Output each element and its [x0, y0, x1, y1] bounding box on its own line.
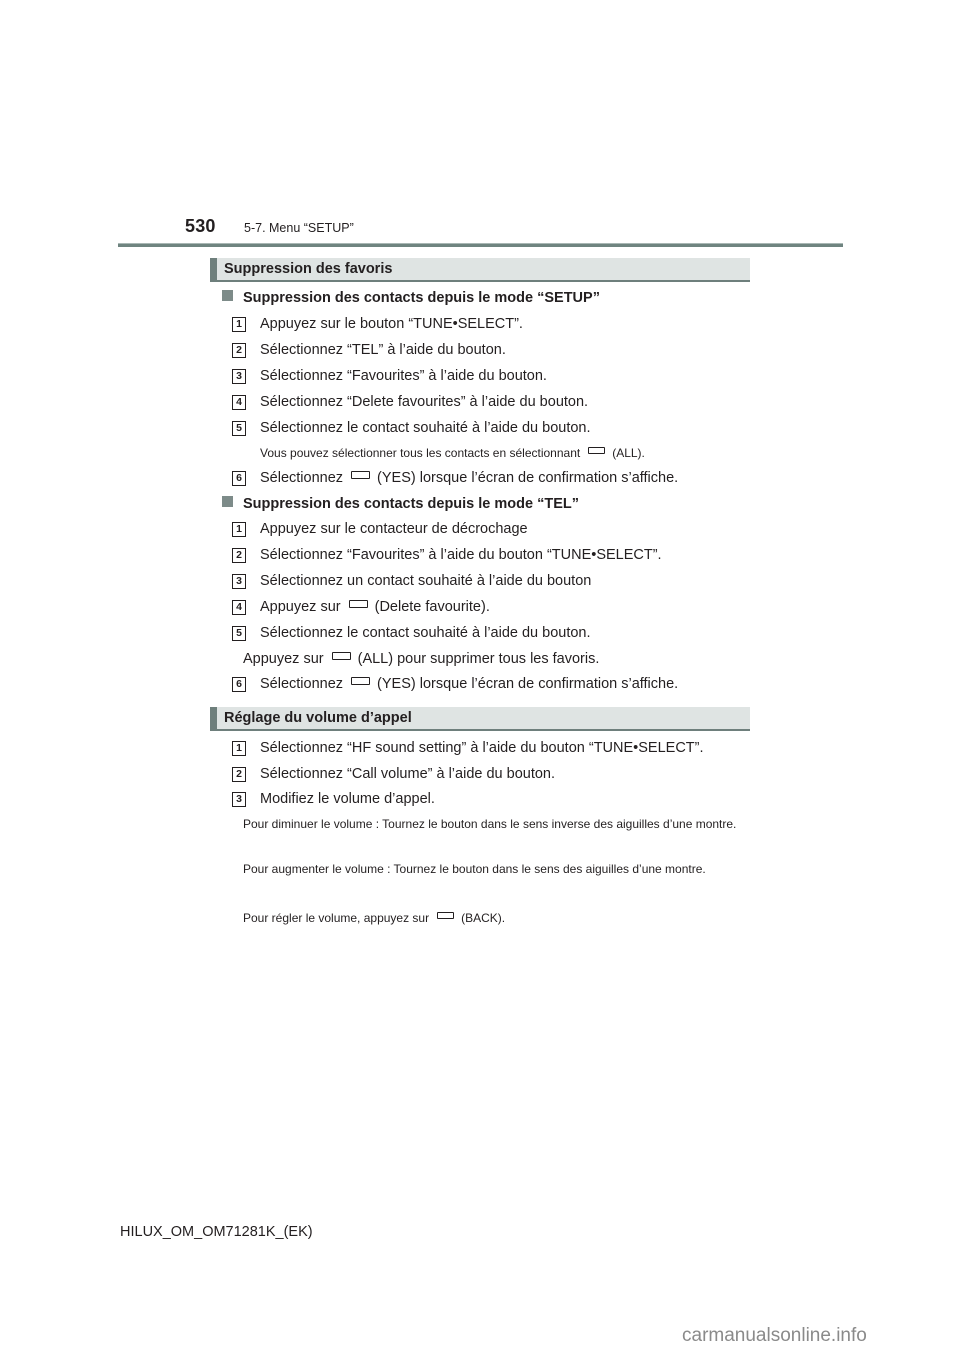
chapter-title: 5-7. Menu “SETUP”: [244, 221, 354, 235]
step-text: Sélectionnez le contact souhaité à l’aide du bouton.: [260, 625, 591, 641]
subheading-text: Suppression des contacts depuis le mode “TEL”: [243, 496, 579, 512]
step-number-badge: 5: [232, 421, 246, 436]
note-text: (ALL).: [612, 446, 645, 460]
section-header-bar: [210, 707, 217, 729]
note-text: Vous pouvez sélectionner tous les contacts en sélectionnant: [260, 446, 581, 460]
step-text: Sélectionnez (YES) lorsque l’écran de confirmation s’affiche.: [260, 470, 679, 486]
note-select-all: [260, 446, 645, 460]
step-number-badge: 3: [232, 792, 246, 807]
subheading-setup-mode: [222, 290, 600, 306]
note-decrease-volume: Pour diminuer le volume : Tournez le bouton dans le sens inverse des aiguilles d’une montre.: [243, 817, 737, 831]
step-number-badge: 1: [232, 522, 246, 537]
step-number-badge: 6: [232, 471, 246, 486]
step-number-badge: 4: [232, 600, 246, 615]
square-bullet-icon: [222, 496, 233, 507]
button-icon: [349, 600, 368, 608]
step-text: Sélectionnez “HF sound setting” à l’aide du bouton “TUNE•SELECT”.: [260, 740, 704, 756]
step-number-badge: 1: [232, 317, 246, 332]
watermark: carmanualsonline.info: [682, 1325, 867, 1346]
step-number-badge: 4: [232, 395, 246, 410]
subheading-tel-mode: [222, 496, 579, 512]
step-text: Sélectionnez “Call volume” à l’aide du bouton.: [260, 766, 556, 782]
section-title: Suppression des favoris: [224, 261, 393, 277]
step-text: Sélectionnez “Delete favourites” à l’aide du bouton.: [260, 394, 589, 410]
button-icon: [437, 912, 454, 919]
step-number-badge: 2: [232, 767, 246, 782]
page-number: 530: [185, 216, 216, 236]
step-number-badge: 1: [232, 741, 246, 756]
step-number-badge: 3: [232, 369, 246, 384]
step-text: Modifiez le volume d’appel.: [260, 791, 435, 807]
button-icon: [351, 677, 370, 685]
button-icon: [588, 447, 605, 454]
step-text: Sélectionnez (YES) lorsque l’écran de confirmation s’affiche.: [260, 676, 679, 692]
step-number-badge: 2: [232, 548, 246, 563]
step-number-badge: 5: [232, 626, 246, 641]
note-back: Pour régler le volume, appuyez sur (BACK).: [243, 911, 506, 925]
section-title: Réglage du volume d’appel: [224, 710, 412, 726]
step-text: Sélectionnez le contact souhaité à l’aide du bouton.: [260, 420, 591, 436]
section-header-volume-appel: [210, 707, 750, 731]
button-icon: [332, 652, 351, 660]
step-text: Sélectionnez un contact souhaité à l’aide du bouton: [260, 573, 592, 589]
step-text: Sélectionnez “TEL” à l’aide du bouton.: [260, 342, 506, 358]
section-header-suppression-favoris: [210, 258, 750, 282]
note-delete-all: Appuyez sur (ALL) pour supprimer tous les favoris.: [243, 651, 600, 667]
note-increase-volume: Pour augmenter le volume : Tournez le bouton dans le sens des aiguilles d’une montre.: [243, 862, 706, 876]
square-bullet-icon: [222, 290, 233, 301]
subheading-text: Suppression des contacts depuis le mode “SETUP”: [243, 290, 600, 306]
button-icon: [351, 471, 370, 479]
document-code: HILUX_OM_OM71281K_(EK): [120, 1224, 313, 1240]
step-text: Appuyez sur le contacteur de décrochage: [260, 521, 528, 537]
step-text: Appuyez sur (Delete favourite).: [260, 599, 490, 615]
section-header-bar: [210, 258, 217, 280]
step-text: Appuyez sur le bouton “TUNE•SELECT”.: [260, 316, 523, 332]
step-number-badge: 3: [232, 574, 246, 589]
header-rule: [118, 243, 843, 247]
step-number-badge: 6: [232, 677, 246, 692]
step-number-badge: 2: [232, 343, 246, 358]
step-text: Sélectionnez “Favourites” à l’aide du bouton.: [260, 368, 547, 384]
step-text: Sélectionnez “Favourites” à l’aide du bouton “TUNE•SELECT”.: [260, 547, 662, 563]
